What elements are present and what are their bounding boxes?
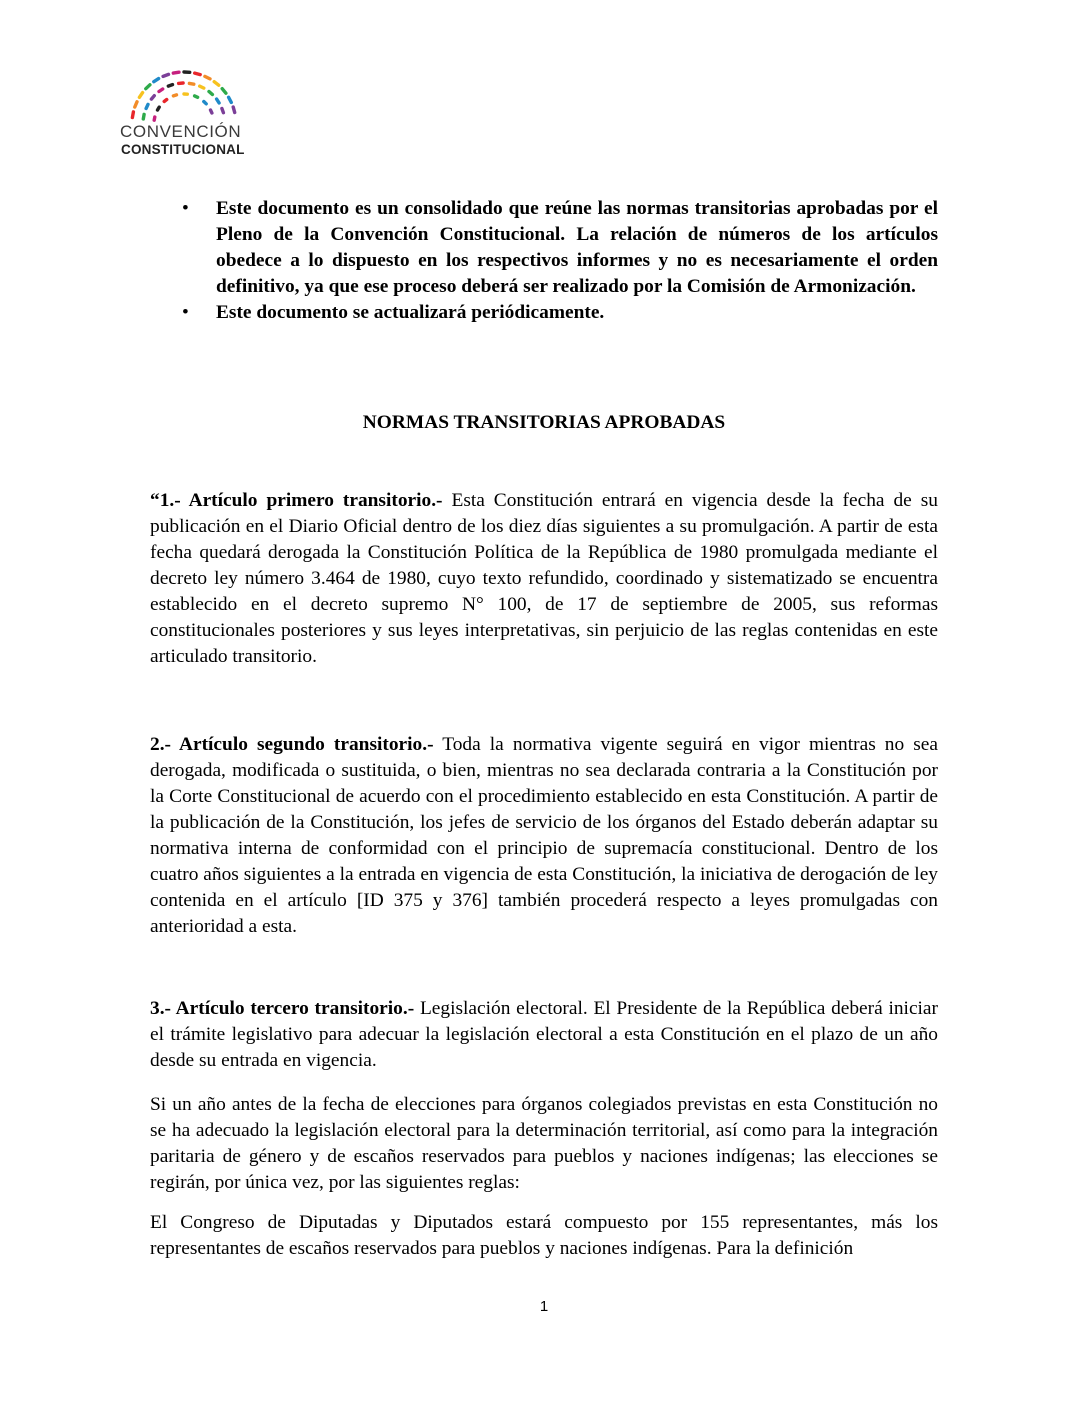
body-paragraph: Si un año antes de la fecha de elecciones para órganos colegiados previstas en esta Constitución no se ha adecuado la legislación electoral para la determinación territorial, así como para la integración paritaria de género y de escaños reservados para pueblos y naciones indígenas; las elecciones se regirán, por única vez, por las siguientes reglas: — [150, 1094, 938, 1193]
logo-arc-dash — [135, 102, 137, 107]
page-number: 1 — [539, 1298, 549, 1315]
bullet-icon: • — [182, 302, 189, 323]
notes-list — [182, 196, 938, 326]
logo-arc-dash — [143, 114, 144, 119]
note-item — [182, 196, 938, 300]
logo-arc-dash — [151, 96, 154, 99]
logo-arc-dash — [211, 110, 212, 113]
body-paragraph: El Congreso de Diputadas y Diputados estará compuesto por 155 representantes, más los representantes de escaños reservados para pueblos y naciones indígenas. Para la definición — [150, 1212, 938, 1259]
logo-arc-dash — [195, 96, 198, 97]
note-text: Este documento se actualizará periódicamente. — [216, 302, 605, 323]
note-item — [182, 300, 938, 326]
logo-arc-dash — [229, 97, 232, 102]
logo-arc-dash — [233, 107, 235, 113]
logo-arc-dash — [200, 86, 204, 88]
logo-arc-dash — [173, 72, 179, 73]
section-heading: NORMAS TRANSITORIAS APROBADAS — [362, 412, 726, 433]
article-body: Esta Constitución entrará en vigencia desde la fecha de su publicación en el Diario Oficial dentro de los diez días siguientes a su promulgación. A partir de esta fecha quedará derogada la Constitución Política de la República de 1980 promulgada mediante el decreto ley número 3.464 de 1980, cuyo texto refundido, coordinado y sistematizado se encuentra establecido en el decreto supremo N° 100, de 17 de septiembre de 2005, sus reformas constitucionales posteriores y sus leyes interpretativas, sin perjuicio de las reglas contenidas en este articulado transitorio. — [150, 490, 938, 667]
logo-arc-dash — [205, 76, 210, 79]
article-3 — [150, 996, 938, 1074]
logo-arc-dash — [159, 89, 163, 92]
logo-arc-dash — [164, 100, 167, 102]
logo-arc-dash — [222, 109, 224, 113]
logo-arc-dash — [154, 117, 155, 120]
logo-text-line1: CONVENCIÓN — [120, 122, 242, 141]
logo-arcs-icon — [114, 66, 254, 122]
article-2 — [150, 732, 938, 940]
bullet-icon: • — [182, 198, 189, 219]
article-title: “1.- Artículo primero transitorio.- — [150, 490, 443, 511]
logo-arc-dash — [217, 99, 220, 103]
logo-arc-dash — [132, 112, 133, 118]
logo-text-line2: CONSTITUCIONAL — [121, 142, 245, 157]
logo-arc-dash — [158, 107, 160, 110]
logo-arc-dash — [195, 73, 201, 75]
article-body: Toda la normativa vigente seguirá en vigor mientras no sea derogada, modificada o sustituida, o bien, mientras no sea declarada contraria a la Constitución por la Corte Constitucional de acuerdo con el procedimiento establecido en esta Constitución. A partir de la publicación de la Constitución, los jefes de servicio de los órganos del Estado deberán adaptar su normativa interna de conformidad con el principio de supremacía constitucional. Dentro de los cuatro años siguientes a la entrada en vigencia de esta Constitución, la iniciativa de derogación de ley contenida en el artículo [ID 375 y 376] también procederá respecto a leyes promulgadas con anterioridad a esta. — [150, 734, 938, 937]
logo-arc-dash — [168, 85, 172, 87]
logo-arc-dash — [146, 104, 148, 108]
logo-arc-dash — [173, 95, 176, 96]
logo-arc-dash — [214, 82, 219, 86]
logo-arc-dash — [204, 102, 206, 104]
logo-arc-dash — [222, 89, 226, 94]
logo-arc-dash — [139, 93, 142, 98]
article-1 — [150, 488, 938, 670]
article-title: 3.- Artículo tercero transitorio.- — [150, 998, 415, 1019]
logo-arc-dash — [154, 79, 159, 82]
logo-arc-dash — [163, 74, 168, 76]
convencion-logo — [114, 66, 254, 162]
article-body: Legislación electoral. El Presidente de la República deberá iniciar el trámite legislativo para adecuar la legislación electoral a esta Constitución en el plazo de un año desde su entrada en vigencia. — [150, 998, 938, 1071]
note-text: Este documento es un consolidado que reúne las normas transitorias aprobadas por el Pleno de la Convención Constitucional. La relación de números de los artículos obedece a lo dispuesto en los respectivos informes y no es necesariamente el orden definitivo, ya que ese proceso deberá ser realizado por la Comisión de Armonización. — [216, 198, 938, 297]
logo-arc-dash — [189, 83, 193, 84]
logo-arc-dash — [209, 92, 212, 95]
article-title: 2.- Artículo segundo transitorio.- — [150, 734, 434, 755]
logo-arc-dash — [146, 85, 150, 89]
